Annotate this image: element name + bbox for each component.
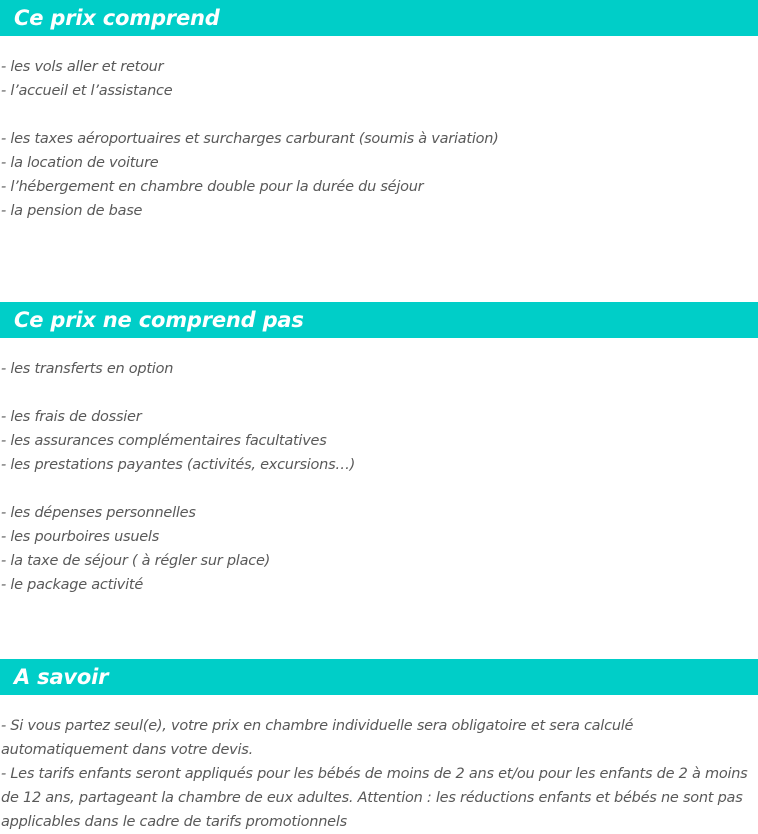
spacer-section-not-included-bottom: [0, 597, 758, 659]
spacer-below-header-not-included: [0, 338, 758, 357]
list-spacer: [1, 103, 758, 127]
list-item: - le package activité: [1, 577, 144, 593]
section-title-good-to-know: A savoir: [14, 664, 109, 689]
list-item: - les transferts en option: [1, 361, 174, 377]
spacer-section-included-bottom: [0, 223, 758, 302]
list-item: - les frais de dossier: [1, 409, 142, 425]
list-item: - l’hébergement en chambre double pour la durée du séjour: [1, 179, 424, 195]
list-item: - l’accueil et l’assistance: [1, 83, 173, 99]
section-not-included: [0, 302, 758, 659]
section-title-not-included: Ce prix ne comprend pas: [14, 307, 304, 332]
section-body-not-included: [0, 357, 758, 597]
spacer-below-header-good-to-know: [0, 695, 758, 714]
paragraph: - Si vous partez seul(e), votre prix en chambre individuelle sera obligatoire et sera calculé automatiquement dans votre devis.: [1, 718, 634, 758]
paragraph: - Les tarifs enfants seront appliqués pour les bébés de moins de 2 ans et/ou pour les enfants de 2 à moins de 12 ans, partageant la chambre de eux adultes. Attention : les réductions enfants et bébés ne sont pas applicables dans le cadre de tarifs promotionnels: [1, 766, 748, 830]
spacer-below-header-included: [0, 36, 758, 55]
section-header-not-included: [0, 302, 758, 338]
section-header-good-to-know: [0, 659, 758, 695]
list-item: - les prestations payantes (activités, excursions…): [1, 457, 356, 473]
list-item: - les taxes aéroportuaires et surcharges carburant (soumis à variation): [1, 131, 499, 147]
list-spacer: [1, 381, 758, 405]
list-item: - les vols aller et retour: [1, 59, 164, 75]
section-body-included: [0, 55, 758, 223]
section-body-good-to-know: [0, 714, 758, 834]
list-item: - les dépenses personnelles: [1, 505, 196, 521]
list-item: - les assurances complémentaires facultatives: [1, 433, 327, 449]
list-item: - la taxe de séjour ( à régler sur place): [1, 553, 271, 569]
section-header-included: [0, 0, 758, 36]
section-title-included: Ce prix comprend: [14, 5, 220, 30]
section-good-to-know: [0, 659, 758, 834]
section-included: [0, 0, 758, 302]
list-item: - les pourboires usuels: [1, 529, 160, 545]
list-spacer: [1, 477, 758, 501]
list-item: - la location de voiture: [1, 155, 159, 171]
list-item: - la pension de base: [1, 203, 143, 219]
